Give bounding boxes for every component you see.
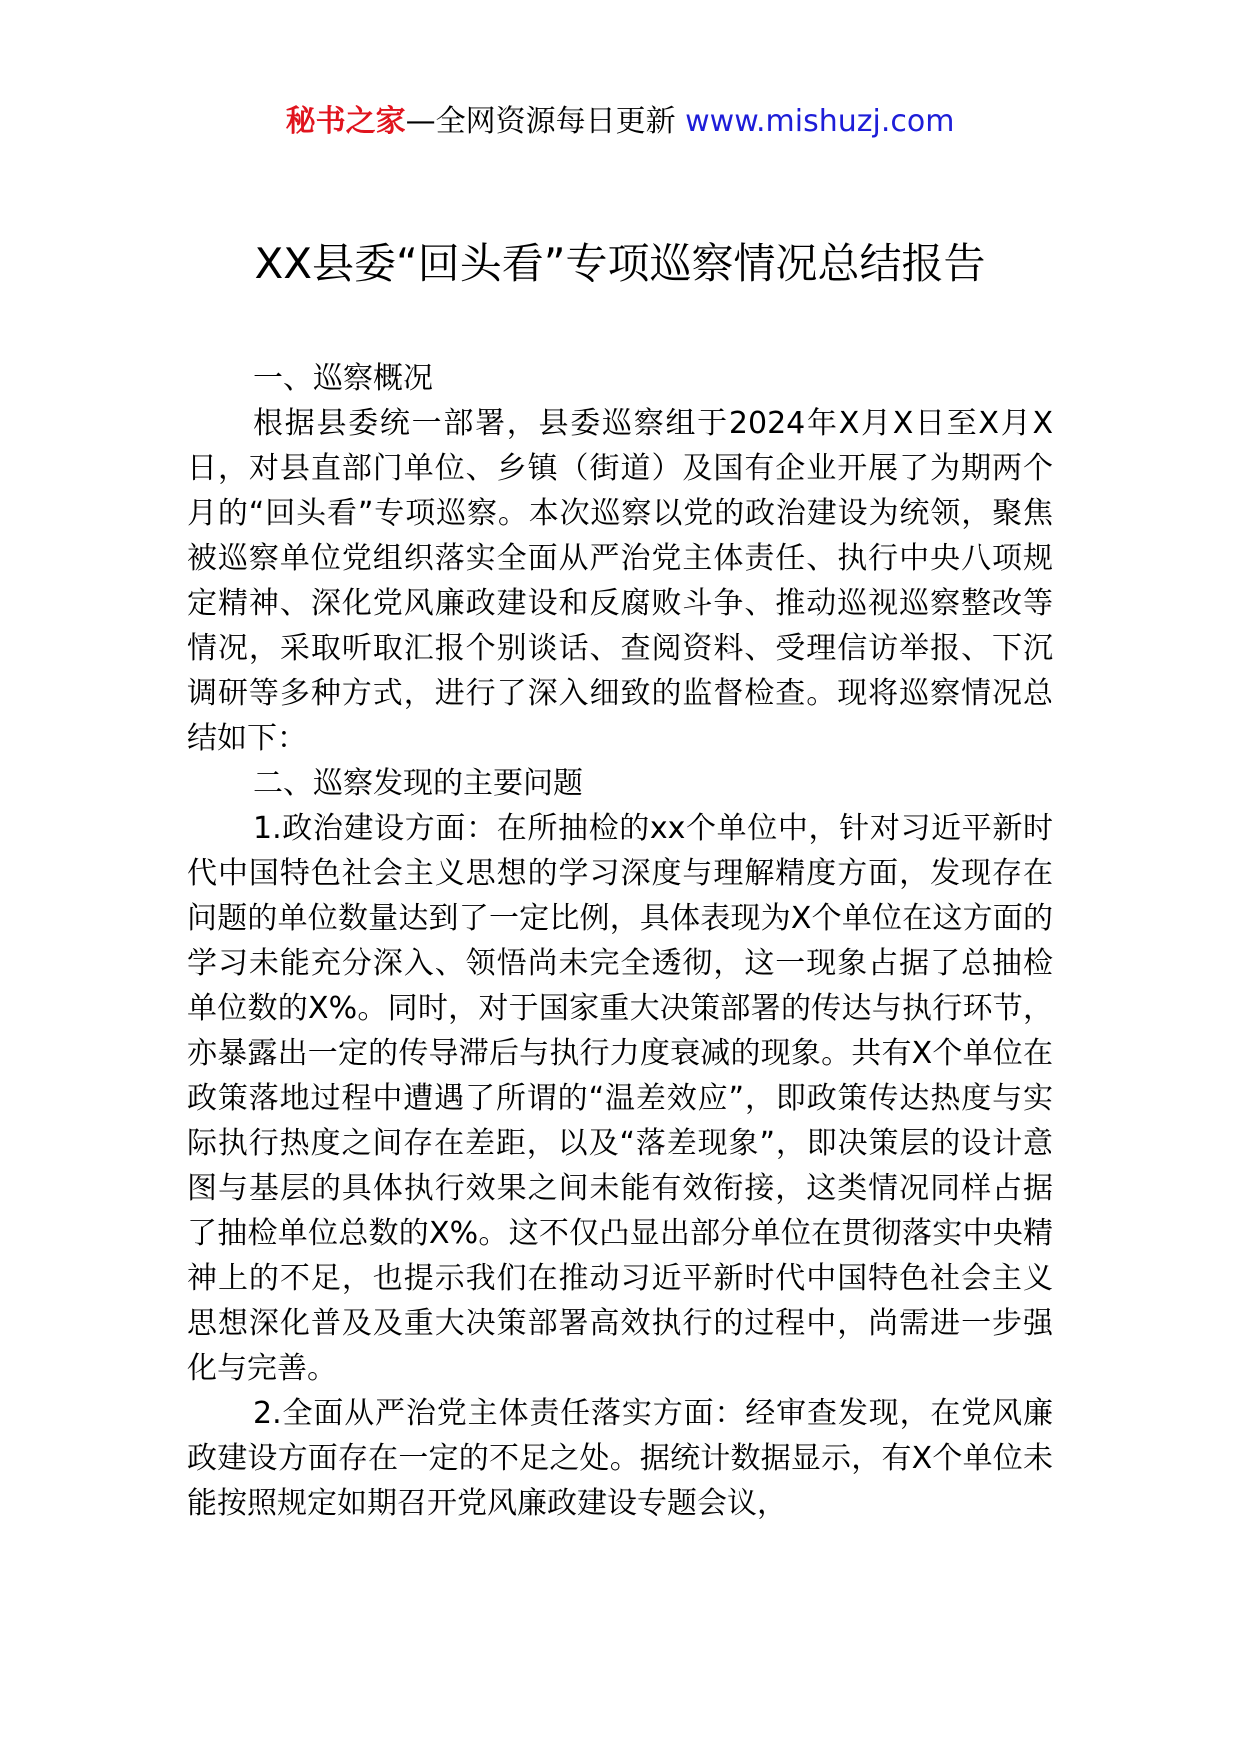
document-body: [187, 356, 1053, 1526]
site-url-link[interactable]: www.mishuzj.com: [685, 104, 955, 139]
site-banner: [0, 102, 1240, 142]
document-title: XX县委“回头看”专项巡察情况总结报告: [254, 239, 986, 288]
brand-name: 秘书之家: [285, 104, 406, 139]
section-heading-overview: 一、巡察概况: [253, 361, 433, 396]
problem-paragraph-responsibility: 2.全面从严治党主体责任落实方面：经审查发现，在党风廉政建设方面存在一定的不足之处。据统计数据显示，有X个单位未能按照规定如期召开党风廉政建设专题会议，: [187, 1396, 1053, 1521]
section-heading-problems: 二、巡察发现的主要问题: [253, 766, 583, 801]
banner-tagline: —全网资源每日更新: [405, 104, 686, 139]
overview-paragraph: 根据县委统一部署，县委巡察组于2024年X月X日至X月X日，对县直部门单位、乡镇（街道）及国有企业开展了为期两个月的“回头看”专项巡察。本次巡察以党的政治建设为统领，聚焦被巡察单位党组织落实全面从严治党主体责任、执行中央八项规定精神、深化党风廉政建设和反腐败斗争、推动巡视巡察整改等情况，采取听取汇报个别谈话、查阅资料、受理信访举报、下沉调研等多种方式，进行了深入细致的监督检查。现将巡察情况总结如下：: [187, 406, 1053, 756]
problem-paragraph-political: 1.政治建设方面：在所抽检的xx个单位中，针对习近平新时代中国特色社会主义思想的学习深度与理解精度方面，发现存在问题的单位数量达到了一定比例，具体表现为X个单位在这方面的学习未能充分深入、领悟尚未完全透彻，这一现象占据了总抽检单位数的X%。同时，对于国家重大决策部署的传达与执行环节，亦暴露出一定的传导滞后与执行力度衰减的现象。共有X个单位在政策落地过程中遭遇了所谓的“温差效应”，即政策传达热度与实际执行热度之间存在差距，以及“落差现象”，即决策层的设计意图与基层的具体执行效果之间未能有效衔接，这类情况同样占据了抽检单位总数的X%。这不仅凸显出部分单位在贯彻落实中央精神上的不足，也提示我们在推动习近平新时代中国特色社会主义思想深化普及及重大决策部署高效执行的过程中，尚需进一步强化与完善。: [187, 811, 1053, 1386]
